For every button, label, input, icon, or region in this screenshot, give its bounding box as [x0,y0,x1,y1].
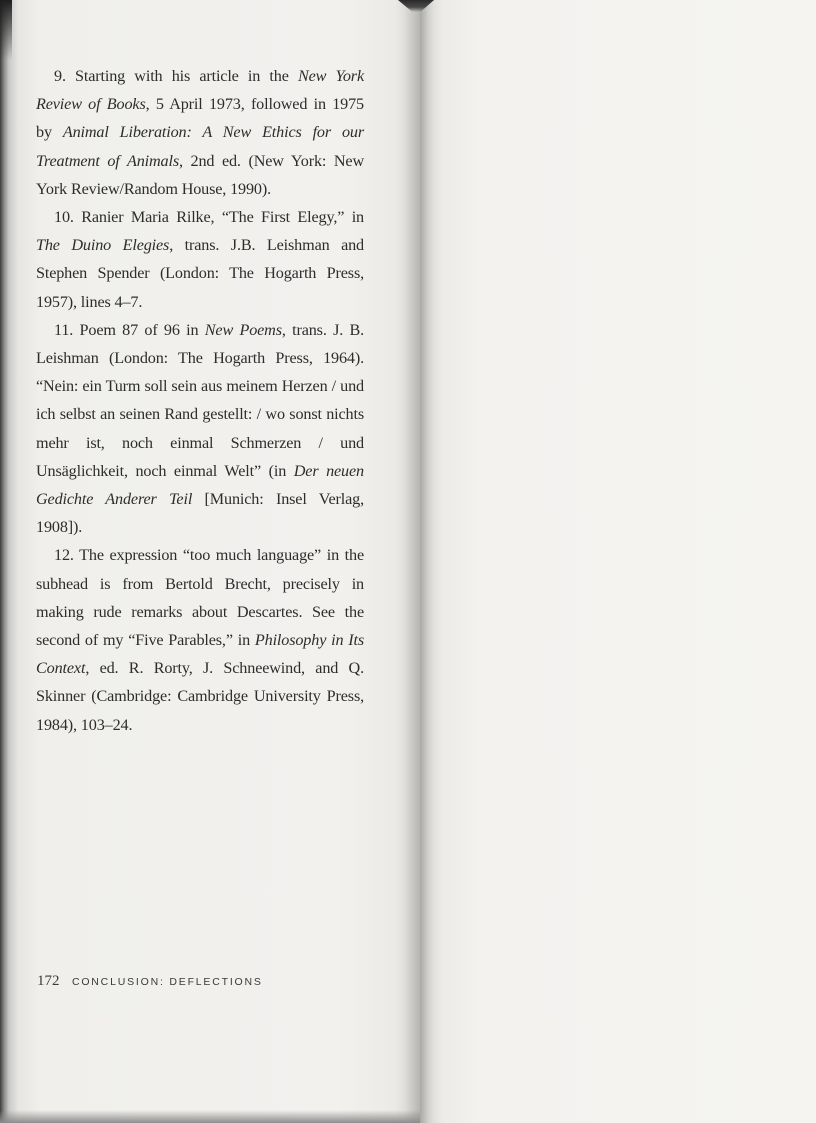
endnote-text: 12. The expression “too much language” in the subhead is from Bertold Brecht, precisely in making rude remarks about Descartes. See the second of my “Five Parables,” in [36,546,364,650]
endnote-text: 9. Starting with his article in the [54,67,298,85]
endnote-italic-title: New Poems [204,320,282,339]
endnote-text: , ed. R. Rorty, J. Schneewind, and Q. Skinner (Cambridge: Cambridge University Press, 1984), 103–24. [36,659,364,734]
endnote-italic-title: New York Review of Books [36,67,364,114]
endnote-text: , 2nd ed. (New York: New York Review/Random House, 1990). [36,151,364,198]
endnote-text: , 5 April 1973, followed in 1975 by [36,95,364,142]
right-page-blank [420,0,816,1123]
endnote-text: 10. Ranier Maria Rilke, “The First Elegy,” in [54,208,364,227]
page-number: 172 [37,973,60,989]
endnote [36,203,364,316]
bottom-edge-shadow [0,1110,420,1123]
endnote [36,62,364,203]
gutter-shadow [404,0,434,1123]
endnote-italic-title: The Duino Elegies [36,236,170,255]
endnote-text: [Munich: Insel Verlag, 1908]). [36,490,364,537]
endnote [36,316,364,542]
endnote [36,541,364,738]
endnote-italic-title: Der neuen Gedichte Anderer Teil [36,461,364,509]
endnote-text: 11. Poem 87 of 96 in [54,320,205,339]
page-edge-shadow [0,0,12,60]
endnote-text: , trans. J.B. Leishman and Stephen Spender (London: The Hogarth Press, 1957), lines 4–7. [36,236,364,311]
running-head: CONCLUSION: DEFLECTIONS [71,976,263,988]
page-footer [37,972,263,990]
endnote-text: , trans. J. B. Leishman (London: The Hogarth Press, 1964). “Nein: ein Turm soll sein aus meinem Herzen / und ich selbst an seinen Rand gestellt: / wo sonst nichts mehr ist, noch einmal Schmerzen / und Unsäglichkeit, noch einmal Welt” (in [36,320,365,480]
endnotes [36,62,364,739]
endnote-italic-title: Philosophy in Its Context [36,631,364,678]
endnote-italic-title: Animal Liberation: A New Ethics for our Treatment of Animals [36,123,364,170]
